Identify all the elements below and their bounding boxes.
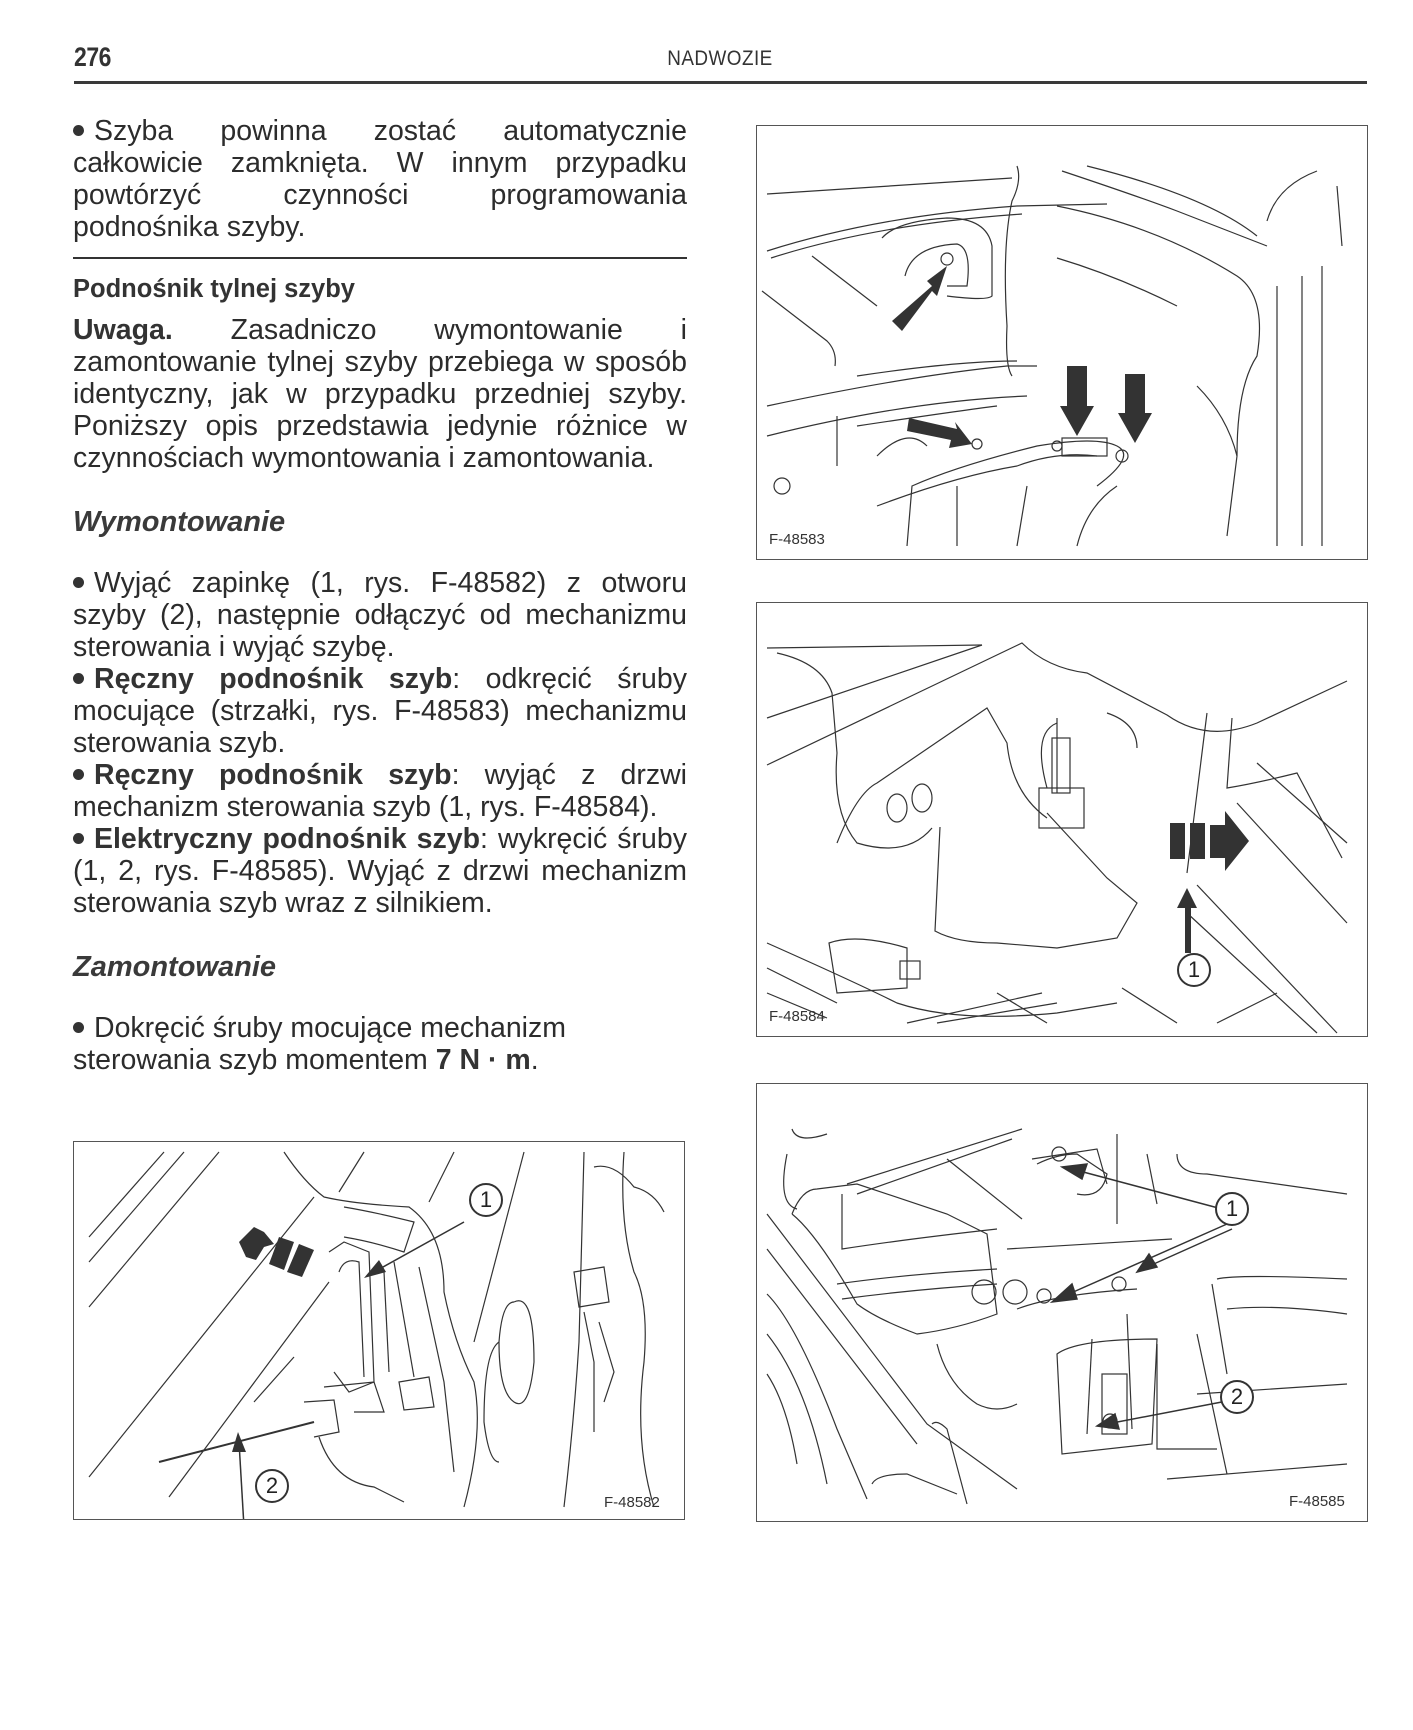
intro-paragraph: Szyba powinna zostać automatycznie całkowicie zamknięta. W innym przypadku powtórzyć czynności programowania podnośnika szyby. [73,115,687,243]
section-divider [73,257,687,259]
page-number: 276 [74,42,112,72]
arrow-icon [1062,1164,1087,1179]
figure-f48584 [756,602,1368,1037]
direction-arrow-icon [1210,811,1249,871]
figure-label: F-48583 [769,531,825,548]
header-divider [74,81,1367,84]
figure-f48583 [756,125,1368,560]
arrow-icon [1177,888,1197,953]
bullet-icon [73,577,84,588]
removal-step: Elektryczny podnośnik szyb: wykręcić śruby (1, 2, rys. F-48585). Wyjąć z drzwi mechanizm sterowania szyb wraz z silnikiem. [73,823,687,919]
arrow-icon [1060,366,1094,436]
removal-steps [73,567,687,919]
motion-stripe [1170,823,1185,859]
bullet-icon [73,673,84,684]
note-text: Zasadniczo wymontowanie i zamontowanie tylnej szyby przebiega w sposób identyczny, jak w przypadku przedniej szyby. Poniższy opis przedstawia jedynie różnice w czynnościach wymontowania i zamontowania. [73,314,688,474]
arrow-icon [892,266,947,331]
removal-heading: Wymontowanie [73,506,286,538]
removal-step: Ręczny podnośnik szyb: wyjąć z drzwi mechanizm sterowania szyb (1, rys. F-48584). [73,759,687,823]
figure-label: F-48585 [1289,1493,1345,1510]
direction-arrow-icon [239,1227,274,1260]
arrow-markers [74,1142,684,1519]
figure-f48585 [756,1083,1368,1522]
bullet-icon [73,1022,84,1033]
arrow-icon [1052,1284,1077,1302]
figure-label: F-48582 [604,1494,660,1511]
arrow-markers [757,1084,1367,1521]
section-title: Podnośnik tylnej szyby [73,275,355,303]
note-label: Uwaga. [73,314,173,346]
bullet-icon [73,769,84,780]
arrow-icon [1097,1414,1119,1429]
callout-badge: 1 [469,1183,503,1217]
arrow-markers [757,126,1367,559]
chapter-title: NADWOZIE [667,47,773,70]
left-column [73,115,687,1076]
callout-badge: 2 [1220,1380,1254,1414]
callout-badge: 1 [1215,1192,1249,1226]
arrow-icon [1118,374,1152,443]
installation-heading: Zamontowanie [73,951,277,983]
installation-step: Dokręcić śruby mocujące mechanizm sterowania szyb momentem 7 N · m. [73,1012,566,1076]
arrow-icon [907,418,972,448]
removal-step: Ręczny podnośnik szyb: odkręcić śruby mocujące (strzałki, rys. F-48583) mechanizmu sterowania szyb. [73,663,687,759]
figure-f48582 [73,1141,685,1520]
figure-label: F-48584 [769,1008,825,1025]
arrow-icon [364,1260,386,1278]
bullet-icon [73,833,84,844]
motion-stripe [1190,823,1205,859]
torque-value: 7 N · m [435,1044,531,1076]
bullet-icon [73,125,84,136]
callout-badge: 2 [255,1469,289,1503]
arrow-markers [757,603,1367,1036]
note-paragraph [73,314,687,474]
callout-badge: 1 [1177,953,1211,987]
arrow-icon [232,1432,246,1452]
removal-step: Wyjąć zapinkę (1, rys. F-48582) z otworu szyby (2), następnie odłączyć od mechanizmu sterowania i wyjąć szybę. [73,567,687,663]
